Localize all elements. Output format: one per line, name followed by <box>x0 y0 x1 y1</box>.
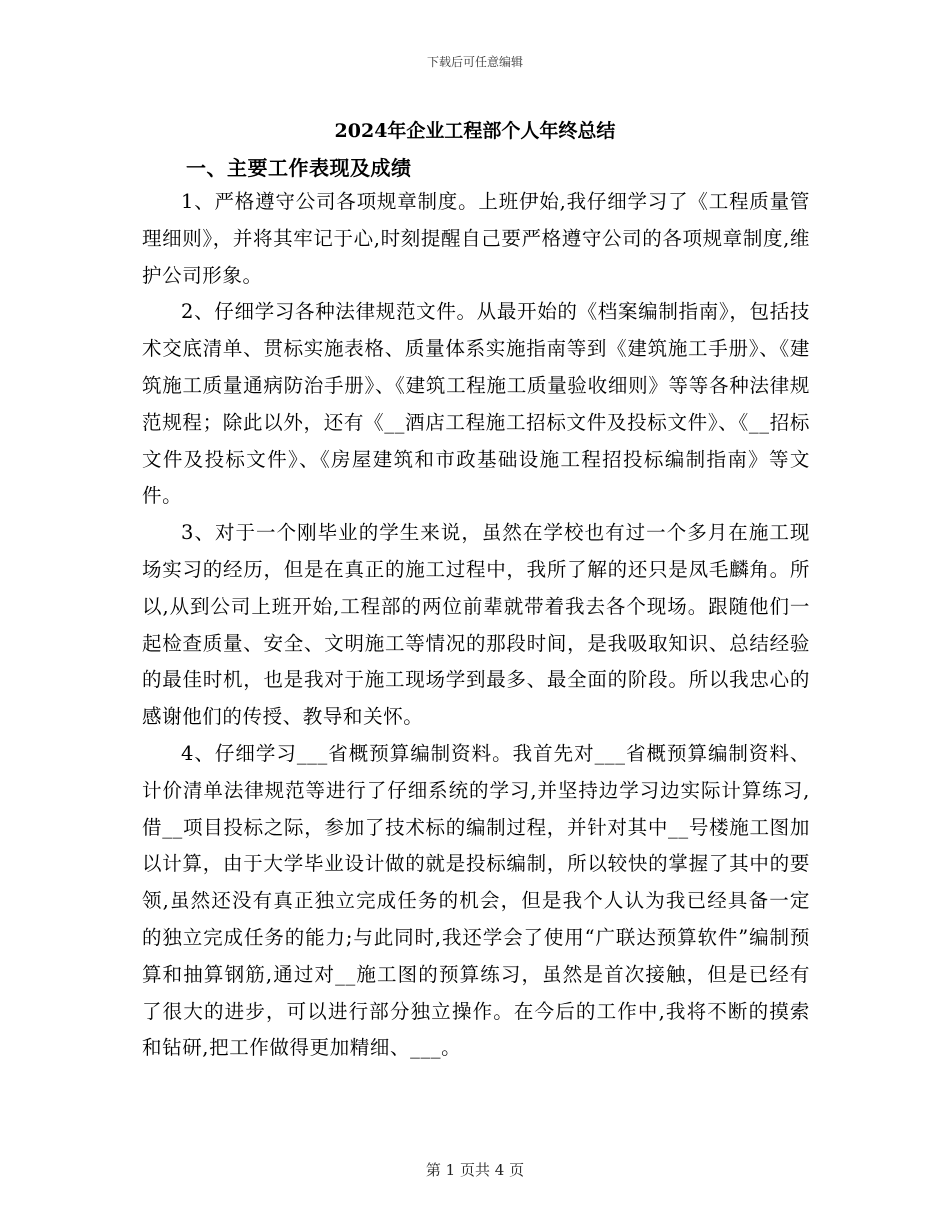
page-footer: 第 1 页共 4 页 <box>425 1161 525 1179</box>
section-heading: 一、主要工作表现及成绩 <box>186 156 412 180</box>
document-body <box>142 184 810 1067</box>
paragraph-4: 4、仔细学习___省概预算编制资料。我首先对___省概预算编制资料、计价清单法律规范等进行了仔细系统的学习,并坚持边学习边实际计算练习,借__项目投标之际，参加了技术标的编制过程，并针对其中__号楼施工图加以计算，由于大学毕业设计做的就是投标编制，所以较快的掌握了其中的要领,虽然还没有真正独立完成任务的机会，但是我个人认为我已经具备一定的独立完成任务的能力;与此同时,我还学会了使用“广联达预算软件”编制预算和抽算钢筋,通过对__施工图的预算练习，虽然是首次接触，但是已经有了很大的进步，可以进行部分独立操作。在今后的工作中,我将不断的摸索和钻研,把工作做得更加精细、___。 <box>142 741 810 1060</box>
paragraph-3: 3、对于一个刚毕业的学生来说，虽然在学校也有过一个多月在施工现场实习的经历，但是在真正的施工过程中，我所了解的还只是凤毛麟角。所以,从到公司上班开始,工程部的两位前辈就带着我去各个现场。跟随他们一起检查质量、安全、文明施工等情况的那段时间，是我吸取知识、总结经验的最佳时机，也是我对于施工现场学到最多、最全面的阶段。所以我忠心的感谢他们的传授、教导和关怀。 <box>142 521 810 729</box>
paragraph-1: 1、严格遵守公司各项规章制度。上班伊始,我仔细学习了《工程质量管理细则》，并将其牢记于心,时刻提醒自己要严格遵守公司的各项规章制度,维护公司形象。 <box>142 190 810 287</box>
document-title: 2024年企业工程部个人年终总结 <box>334 120 616 142</box>
paragraph-2: 2、仔细学习各种法律规范文件。从最开始的《档案编制指南》，包括技术交底清单、贯标实施表格、质量体系实施指南等到《建筑施工手册》、《建筑施工质量通病防治手册》、《建筑工程施工质量验收细则》等等各种法律规范规程；除此以外，还有《__酒店工程施工招标文件及投标文件》、《__招标文件及投标文件》、《房屋建筑和市政基础设施工程招投标编制指南》等文件。 <box>142 300 810 508</box>
header-note: 下载后可任意编辑 <box>426 55 523 69</box>
